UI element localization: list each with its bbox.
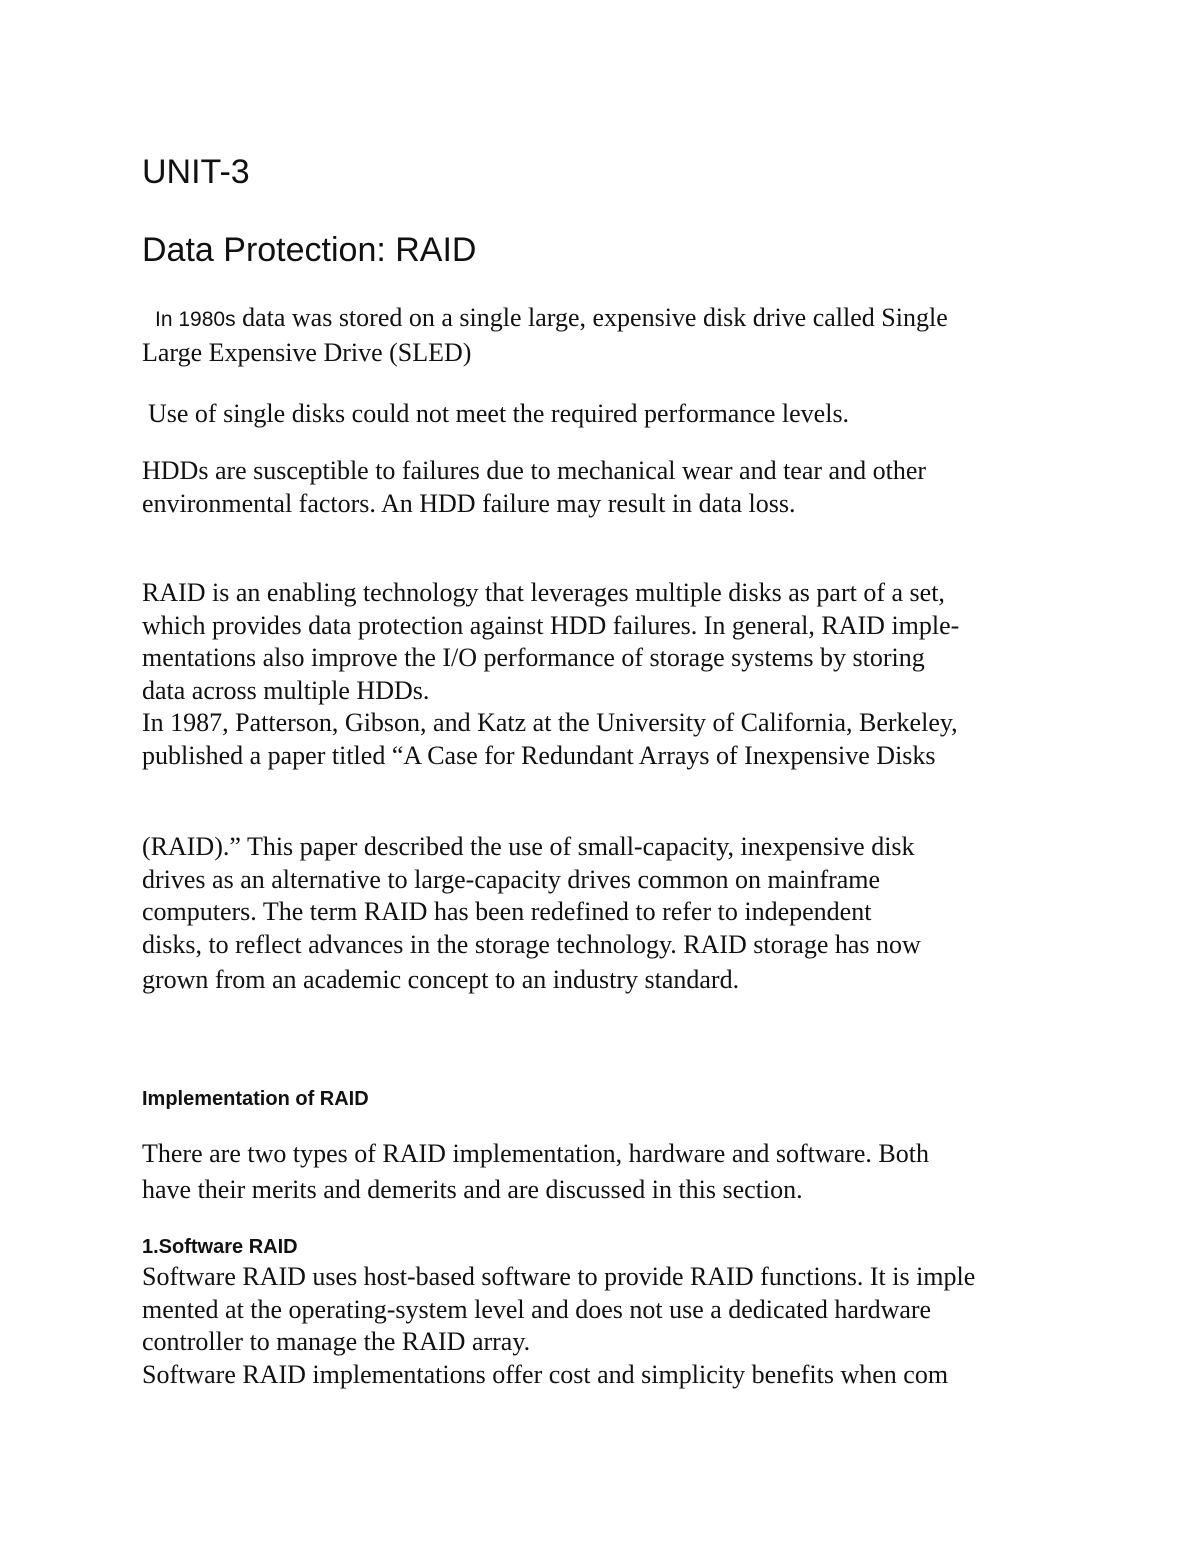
paragraph-line: environmental factors. An HDD failure may result in data loss. [142, 488, 796, 518]
section-title: Data Protection: RAID [142, 231, 477, 269]
paragraph-sled-line-1-text: data was stored on a single large, expensive disk drive called Single [235, 303, 948, 332]
paragraph-line: RAID is an enabling technology that leverages multiple disks as part of a set, [142, 578, 945, 607]
paragraph-sled-line-2: Large Expensive Drive (SLED) [142, 337, 472, 367]
paragraph-line: have their merits and demerits and are discussed in this section. [142, 1174, 803, 1204]
paragraph-line: In 1987, Patterson, Gibson, and Katz at the University of California, Berkeley, [142, 708, 958, 737]
paragraph-single-disk: Use of single disks could not meet the required performance levels. [148, 399, 850, 428]
paragraph-implementation [142, 1138, 1072, 1209]
paragraph-line: data across multiple HDDs. [142, 675, 430, 705]
paragraph-raid-paper [142, 831, 1072, 999]
paragraph-sled-lead: In 1980s [155, 308, 236, 331]
paragraph-line: There are two types of RAID implementation, hardware and software. Both [142, 1139, 929, 1168]
paragraph-line: Software RAID implementations offer cost and simplicity benefits when com [142, 1359, 949, 1389]
paragraph-line: controller to manage the RAID array. [142, 1327, 531, 1356]
paragraph-line: Software RAID uses host-based software to provide RAID functions. It is imple [142, 1262, 976, 1291]
paragraph-line: disks, to reflect advances in the storage technology. RAID storage has now [142, 929, 921, 959]
paragraph-raid-intro [142, 577, 1072, 772]
unit-title: UNIT-3 [142, 153, 250, 191]
paragraph-line: published a paper titled “A Case for Redundant Arrays of Inexpensive Disks [142, 740, 936, 770]
software-raid-heading: 1.Software RAID [142, 1236, 298, 1258]
paragraph-line: drives as an alternative to large-capacity drives common on mainframe [142, 864, 881, 894]
paragraph-line: grown from an academic concept to an industry standard. [142, 965, 740, 994]
paragraph-line: which provides data protection against HDD failures. In general, RAID imple- [142, 610, 960, 640]
paragraph-hdd [142, 455, 1072, 520]
implementation-heading: Implementation of RAID [142, 1088, 369, 1110]
paragraph-software-raid [142, 1261, 1072, 1391]
paragraph-line: (RAID).” This paper described the use of small-capacity, inexpensive disk [142, 832, 915, 861]
paragraph-line: computers. The term RAID has been redefined to refer to independent [142, 897, 872, 926]
paragraph-sled [142, 302, 1072, 369]
paragraph-line: HDDs are susceptible to failures due to mechanical wear and tear and other [142, 456, 927, 485]
paragraph-sled-line-1 [142, 302, 1072, 337]
paragraph-line: mentations also improve the I/O performance of storage systems by storing [142, 643, 925, 672]
paragraph-line: mented at the operating-system level and does not use a dedicated hardware [142, 1294, 932, 1324]
